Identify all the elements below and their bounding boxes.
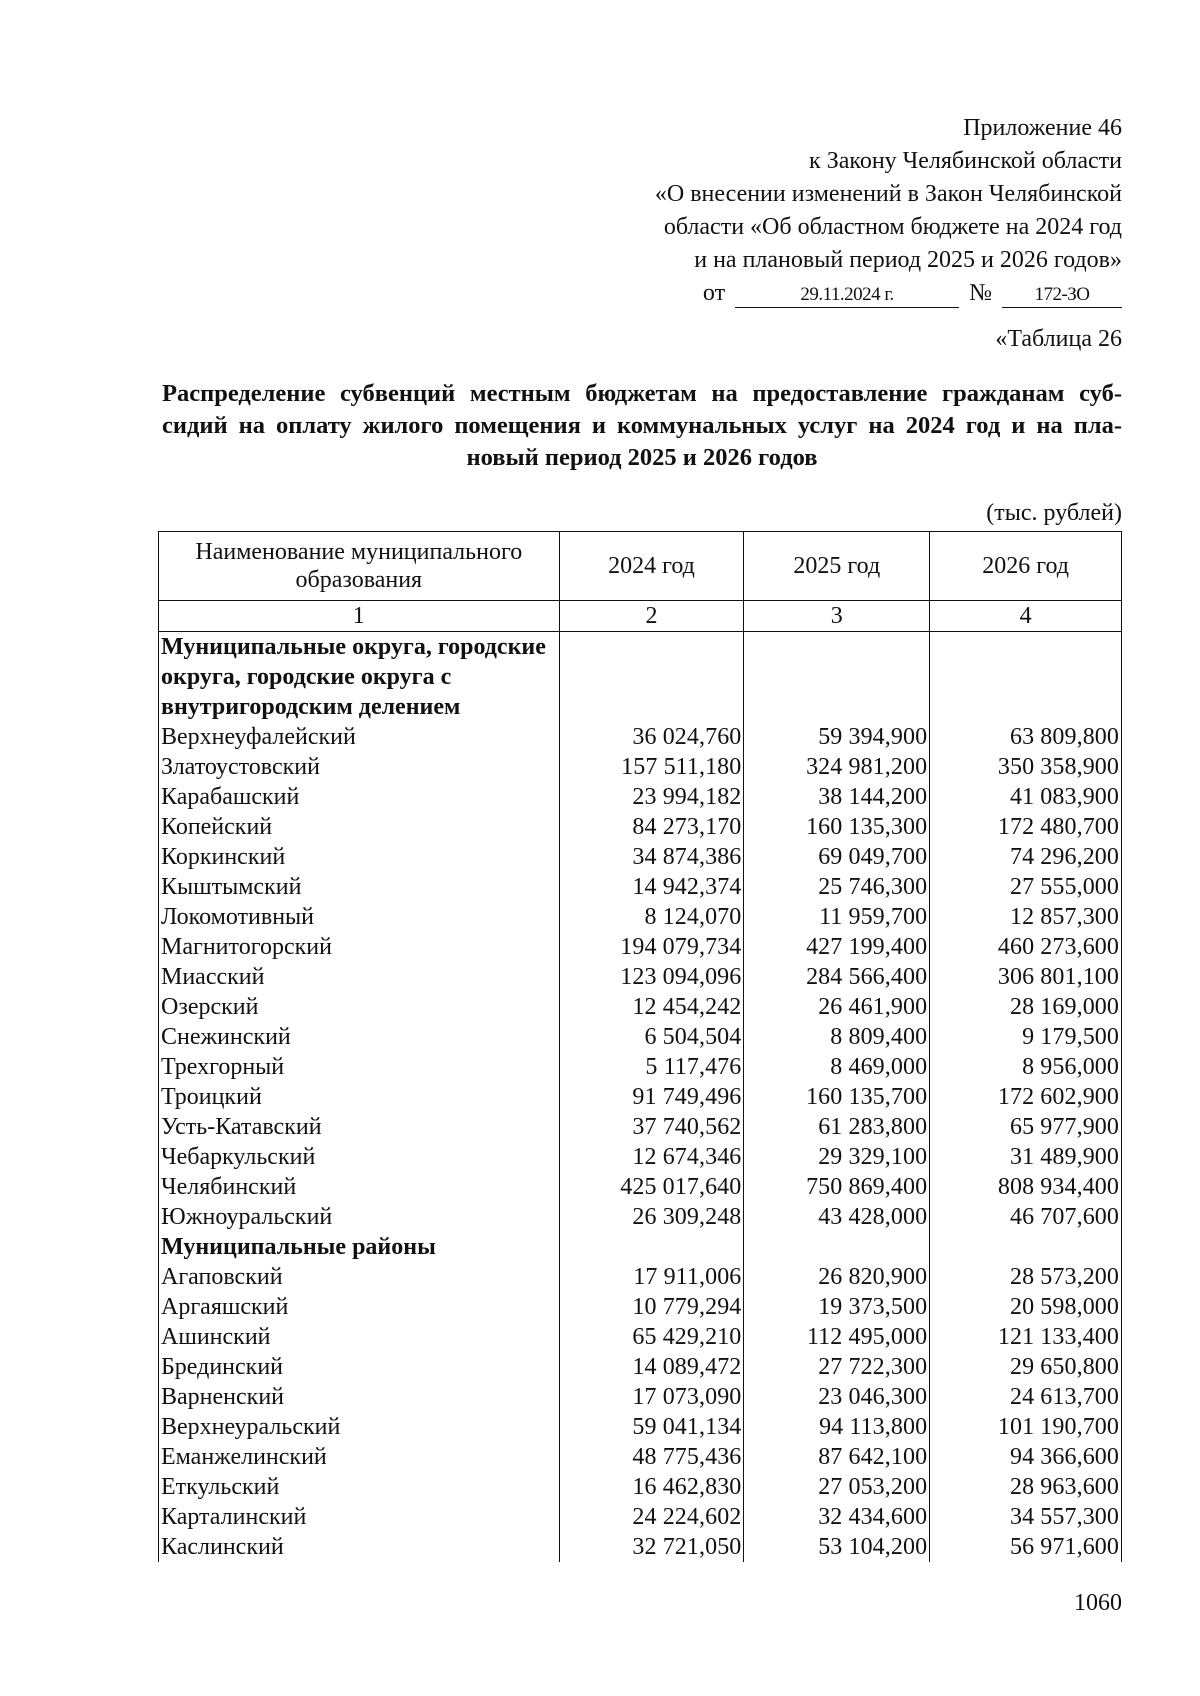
municipality-name: Снежинский [159,1022,560,1052]
amount-cell: 37 740,562 [559,1112,744,1142]
amount-cell: 36 024,760 [559,722,744,752]
municipality-name: Каслинский [159,1532,560,1562]
group-header: Муниципальные районы [159,1232,560,1262]
amount-cell: 31 489,900 [930,1142,1122,1172]
amount-cell: 43 428,000 [744,1202,930,1232]
amount-cell: 38 144,200 [744,782,930,812]
amount-cell: 8 124,070 [559,902,744,932]
municipality-name: Чебаркульский [159,1142,560,1172]
column-header: 2024 год [559,532,744,601]
amount-cell: 27 722,300 [744,1352,930,1382]
amount-cell: 41 083,900 [930,782,1122,812]
annex-header [655,112,1122,310]
amount-cell: 427 199,400 [744,932,930,962]
column-header: 2026 год [930,532,1122,601]
amount-cell: 194 079,734 [559,932,744,962]
table-row [159,752,1122,782]
amount-cell: 59 394,900 [744,722,930,752]
municipality-name: Верхнеуральский [159,1412,560,1442]
amount-cell: 8 469,000 [744,1052,930,1082]
municipality-name: Златоустовский [159,752,560,782]
amount-cell: 53 104,200 [744,1532,930,1562]
table-row [159,1442,1122,1472]
amount-cell: 29 650,800 [930,1352,1122,1382]
amount-cell: 17 073,090 [559,1382,744,1412]
municipality-name: Усть-Катавский [159,1112,560,1142]
column-number: 2 [559,601,744,632]
amount-cell: 28 573,200 [930,1262,1122,1292]
amount-cell: 24 224,602 [559,1502,744,1532]
amount-cell: 8 956,000 [930,1052,1122,1082]
annex-line: «О внесении изменений в Закон Челябинской [654,181,1122,207]
table-row [159,1112,1122,1142]
amount-cell: 28 963,600 [930,1472,1122,1502]
amount-cell: 10 779,294 [559,1292,744,1322]
amount-cell: 94 113,800 [744,1412,930,1442]
amount-cell: 46 707,600 [930,1202,1122,1232]
annex-line: Приложение 46 [963,115,1122,141]
municipality-name: Челябинский [159,1172,560,1202]
municipality-name: Аргаяшский [159,1292,560,1322]
amount-cell: 19 373,500 [744,1292,930,1322]
amount-cell: 160 135,300 [744,812,930,842]
amount-cell: 112 495,000 [744,1322,930,1352]
municipality-name: Трехгорный [159,1052,560,1082]
table-row [159,992,1122,1022]
amount-cell: 20 598,000 [930,1292,1122,1322]
table-caption: «Таблица 26 [995,326,1122,352]
annex-line: к Закону Челябинской области [809,148,1122,174]
table-row [159,812,1122,842]
amount-cell: 65 429,210 [559,1322,744,1352]
table-row [159,1022,1122,1052]
amount-cell: 27 053,200 [744,1472,930,1502]
municipality-name: Коркинский [159,842,560,872]
table-header-row [159,532,1122,601]
amount-cell: 84 273,170 [559,812,744,842]
group-header-row [159,632,1122,723]
amount-cell: 26 461,900 [744,992,930,1022]
amount-cell: 172 480,700 [930,812,1122,842]
amount-cell: 14 942,374 [559,872,744,902]
amount-cell: 34 874,386 [559,842,744,872]
table-row [159,1202,1122,1232]
amount-cell: 17 911,006 [559,1262,744,1292]
amount-cell: 11 959,700 [744,902,930,932]
amount-cell: 460 273,600 [930,932,1122,962]
table-row [159,932,1122,962]
law-signature-line [655,277,1122,310]
amount-cell: 61 283,800 [744,1112,930,1142]
amount-cell: 94 366,600 [930,1442,1122,1472]
table-row [159,1502,1122,1532]
from-label: от [702,280,726,306]
amount-cell: 808 934,400 [930,1172,1122,1202]
amount-cell: 26 820,900 [744,1262,930,1292]
amount-cell: 306 801,100 [930,962,1122,992]
amount-cell: 25 746,300 [744,872,930,902]
amount-cell: 5 117,476 [559,1052,744,1082]
amount-cell: 750 869,400 [744,1172,930,1202]
municipality-name: Озерский [159,992,560,1022]
amount-cell: 23 046,300 [744,1382,930,1412]
amount-cell: 425 017,640 [559,1172,744,1202]
law-date: 29.11.2024 г. [735,283,959,308]
amount-cell: 12 454,242 [559,992,744,1022]
amount-cell: 65 977,900 [930,1112,1122,1142]
amount-cell: 16 462,830 [559,1472,744,1502]
amount-cell: 69 049,700 [744,842,930,872]
amount-cell: 8 809,400 [744,1022,930,1052]
table-row [159,782,1122,812]
law-number: 172-ЗО [1002,283,1122,308]
municipality-name: Троицкий [159,1082,560,1112]
municipality-name: Верхнеуфалейский [159,722,560,752]
amount-cell: 350 358,900 [930,752,1122,782]
table-row [159,722,1122,752]
amount-cell: 284 566,400 [744,962,930,992]
column-number: 3 [744,601,930,632]
amount-cell: 14 089,472 [559,1352,744,1382]
amount-cell: 34 557,300 [930,1502,1122,1532]
amount-cell: 101 190,700 [930,1412,1122,1442]
amount-cell: 26 309,248 [559,1202,744,1232]
amount-cell: 23 994,182 [559,782,744,812]
table-row [159,1142,1122,1172]
table-row [159,1322,1122,1352]
amount-cell: 160 135,700 [744,1082,930,1112]
document-title [162,378,1122,474]
amount-cell: 24 613,700 [930,1382,1122,1412]
number-label: № [969,280,992,306]
amount-cell: 123 094,096 [559,962,744,992]
amount-cell: 87 642,100 [744,1442,930,1472]
amount-cell: 172 602,900 [930,1082,1122,1112]
amount-cell: 32 434,600 [744,1502,930,1532]
municipality-name: Варненский [159,1382,560,1412]
table-row [159,1352,1122,1382]
municipality-name: Брединский [159,1352,560,1382]
municipality-name: Карталинский [159,1502,560,1532]
table-row [159,902,1122,932]
amount-cell: 63 809,800 [930,722,1122,752]
amount-cell: 12 674,346 [559,1142,744,1172]
municipality-name: Южноуральский [159,1202,560,1232]
amount-cell: 32 721,050 [559,1532,744,1562]
title-line: новый период 2025 и 2026 годов [466,444,818,471]
table-row [159,1412,1122,1442]
municipality-name: Магнитогорский [159,932,560,962]
municipality-name: Копейский [159,812,560,842]
page-number: 1060 [1074,1590,1122,1616]
amount-cell: 74 296,200 [930,842,1122,872]
column-header: 2025 год [744,532,930,601]
municipality-name: Миасский [159,962,560,992]
title-line: сидий на оплату жилого помещения и коммунальных услуг на 2024 год и на пла- [162,412,1122,439]
annex-line: и на плановый период 2025 и 2026 годов» [694,247,1122,273]
units-label: (тыс. рублей) [986,500,1122,526]
table-row [159,962,1122,992]
column-number-row [159,601,1122,632]
title-line: Распределение субвенций местным бюджетам на предоставление гражданам суб- [162,380,1122,407]
group-header: Муниципальные округа, городские округа, городские округа с внутригородским делением [159,632,560,723]
amount-cell: 29 329,100 [744,1142,930,1172]
table-row [159,1082,1122,1112]
municipality-name: Еткульский [159,1472,560,1502]
table-row [159,1052,1122,1082]
table-row [159,872,1122,902]
municipality-name: Кыштымский [159,872,560,902]
table-row [159,1292,1122,1322]
amount-cell: 59 041,134 [559,1412,744,1442]
amount-cell: 157 511,180 [559,752,744,782]
municipality-name: Карабашский [159,782,560,812]
table-row [159,1532,1122,1562]
municipality-name: Ашинский [159,1322,560,1352]
amount-cell: 48 775,436 [559,1442,744,1472]
column-header: Наименование муниципального образования [159,532,560,601]
table-row [159,1382,1122,1412]
amount-cell: 9 179,500 [930,1022,1122,1052]
table-row [159,1262,1122,1292]
amount-cell: 27 555,000 [930,872,1122,902]
column-number: 1 [159,601,560,632]
amount-cell: 28 169,000 [930,992,1122,1022]
amount-cell: 91 749,496 [559,1082,744,1112]
column-number: 4 [930,601,1122,632]
amount-cell: 12 857,300 [930,902,1122,932]
group-header-row [159,1232,1122,1262]
table-row [159,1172,1122,1202]
amount-cell: 121 133,400 [930,1322,1122,1352]
amount-cell: 56 971,600 [930,1532,1122,1562]
table-row [159,1472,1122,1502]
municipality-name: Агаповский [159,1262,560,1292]
municipality-name: Локомотивный [159,902,560,932]
amount-cell: 6 504,504 [559,1022,744,1052]
table-row [159,842,1122,872]
municipality-name: Еманжелинский [159,1442,560,1472]
amount-cell: 324 981,200 [744,752,930,782]
annex-line: области «Об областном бюджете на 2024 год [663,214,1122,240]
subvention-table [158,531,1122,1562]
